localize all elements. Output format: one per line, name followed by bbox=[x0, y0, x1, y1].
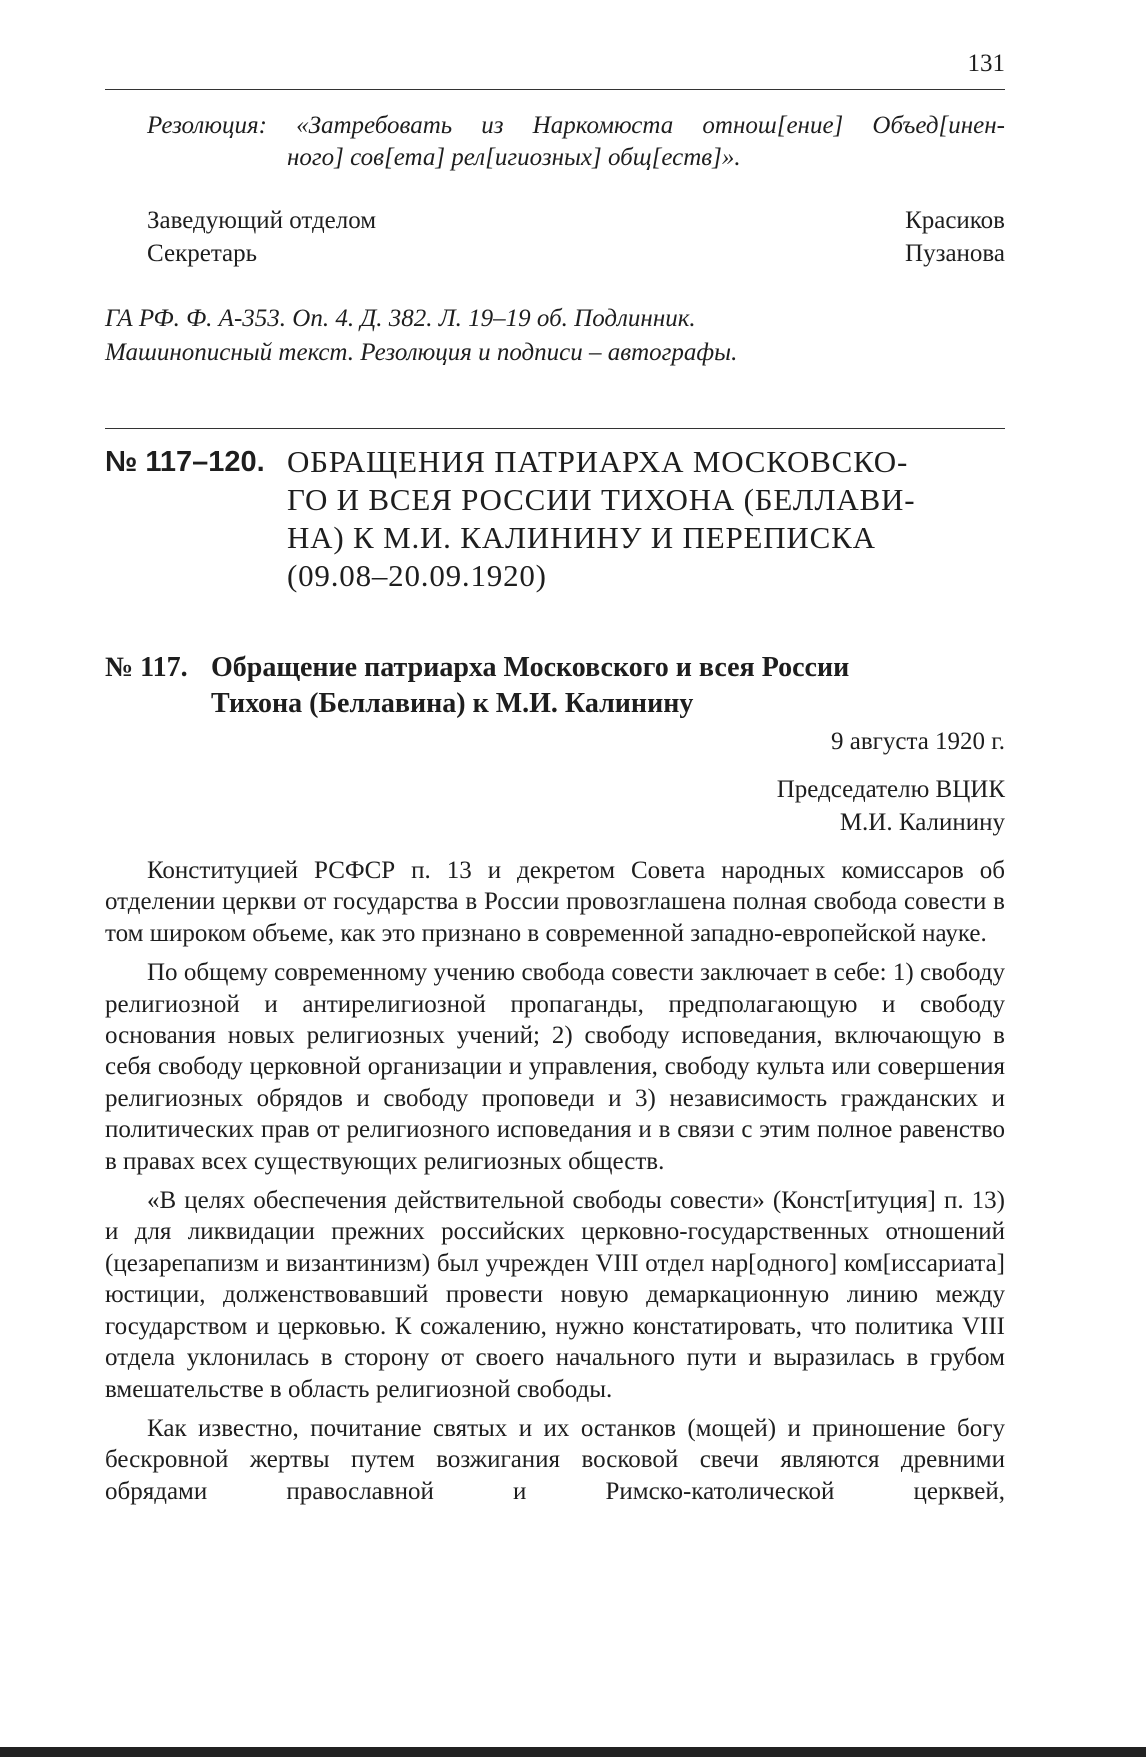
header-rule bbox=[105, 89, 1005, 90]
section-title-line: НА) К М.И. КАЛИНИНУ И ПЕРЕПИСКА bbox=[287, 520, 876, 555]
body-paragraph: «В целях обеспечения действительной свободы совести» (Конст[итуция] п. 13) и для ликвидации прежних российских церковно-государственных отношений (цезарепапизм и византинизм) был учрежден VIII отдел нар[одного] ком[иссариата] юстиции, долженствовавший провести новую демаркационную линию между государством и церковью. К сожалению, нужно констатировать, что политика VIII отдела уклонилась в сторону от своего начального пути и выразилась в грубом вмешательстве в область религиозной свободы. bbox=[105, 1187, 1005, 1403]
section-number: № 117–120. bbox=[105, 446, 265, 478]
scan-bottom-edge bbox=[0, 1747, 1146, 1757]
section-title-line: ОБРАЩЕНИЯ ПАТРИАРХА МОСКОВСКО- bbox=[287, 444, 909, 479]
document-body bbox=[105, 855, 1005, 1515]
signature-title: Секретарь bbox=[147, 240, 258, 267]
page-number: 131 bbox=[967, 50, 1005, 77]
signature-row bbox=[147, 240, 1005, 268]
signature-row bbox=[147, 207, 1005, 235]
section-title-line: (09.08–20.09.1920) bbox=[287, 558, 547, 593]
resolution-line-2: ного] сов[ета] рел[игиозных] общ[еств]». bbox=[287, 144, 741, 171]
body-paragraph: Как известно, почитание святых и их останков (мощей) и приношение богу бескровной жертвы путем возжигания восковой свечи являются древними обрядами православной и Римско-католической церквей, bbox=[105, 1414, 1005, 1505]
archive-line-1: ГА РФ. Ф. А-353. Оп. 4. Д. 382. Л. 19–19 об. Подлинник. bbox=[105, 305, 696, 332]
addressee-block bbox=[777, 773, 1005, 839]
document-heading bbox=[105, 650, 1005, 722]
section-rule bbox=[105, 428, 1005, 429]
section-heading bbox=[105, 443, 1005, 595]
archive-reference bbox=[105, 302, 1005, 370]
document-number: № 117. bbox=[105, 652, 188, 683]
body-paragraph: По общему современному учению свобода совести заключает в себе: 1) свободу религиозной и антирелигиозной пропаганды, предполагающую и свободу основания новых религиозных учений; 2) свободу исповедания, включающую в себя свободу церковной организации и управления, свободу культа или совершения религиозных обрядов и свободу проповеди и 3) независимость гражданских и политических прав от религиозного исповедания и в связи с этим полное равенство в правах всех существующих религиозных обществ. bbox=[105, 959, 1005, 1175]
document-title-line: Тихона (Беллавина) к М.И. Калинину bbox=[211, 688, 694, 719]
resolution-note bbox=[147, 110, 1005, 174]
resolution-line-1: Резолюция: «Затребовать из Наркомюста отнош[ение] Объед[инен- bbox=[147, 112, 1005, 139]
addressee-line: Председателю ВЦИК bbox=[776, 776, 1005, 803]
signature-title: Заведующий отделом bbox=[147, 207, 377, 234]
document-date: 9 августа 1920 г. bbox=[830, 728, 1005, 755]
document-page bbox=[105, 0, 1005, 1757]
archive-line-2: Машинописный текст. Резолюция и подписи – автографы. bbox=[105, 339, 738, 366]
addressee-line: М.И. Калинину bbox=[839, 809, 1005, 836]
document-title-line: Обращение патриарха Московского и всея России bbox=[211, 652, 850, 683]
body-paragraph: Конституцией РСФСР п. 13 и декретом Совета народных комиссаров об отделении церкви от государства в России провозглашена полная свобода совести в том широком объеме, как это признано в современной западно-европейской науке. bbox=[105, 857, 1005, 947]
signature-name: Красиков bbox=[905, 207, 1005, 234]
signature-name: Пузанова bbox=[905, 240, 1005, 267]
section-title-line: ГО И ВСЕЯ РОССИИ ТИХОНА (БЕЛЛАВИ- bbox=[287, 482, 916, 517]
